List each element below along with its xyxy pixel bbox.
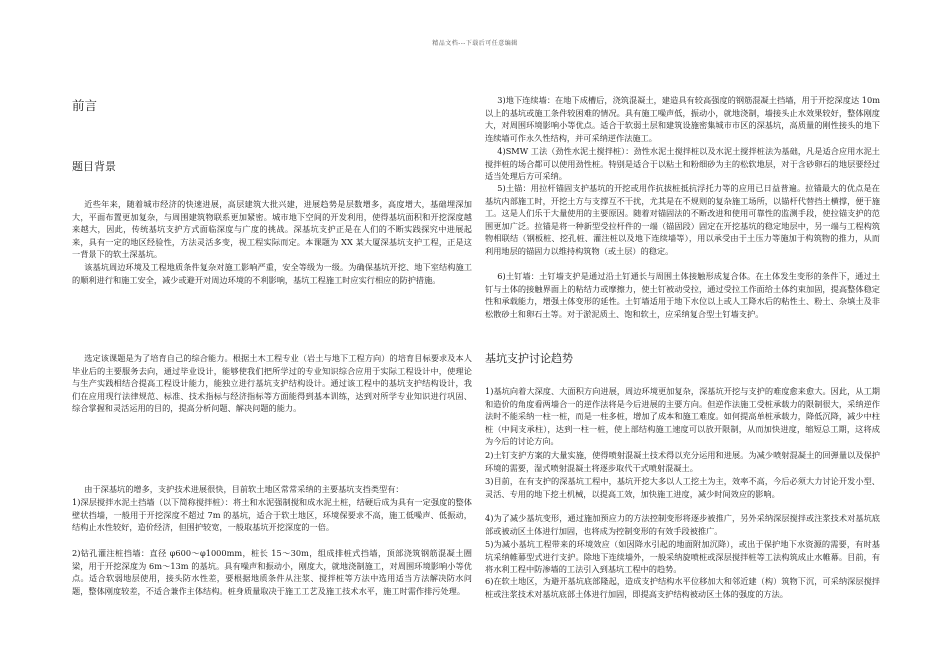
trend-1-paragraph: 1)基坑向着大深度、大面积方向进展，周边环境更加复杂，深基坑开挖与支护的难度愈来愈大。因此，从工期和造价的角度看两墙合一的逆作法将是今后进展的主要方向。但逆作法施工受桩承载力的限制很大，采纳逆作法时不能采纳一柱一桩，而是一柱多桩，增加了成本和施工难度。如何提高单桩承载力，降低沉降，减少中柱桩（中间支承柱），达到一柱一桩，使上部结构施工速度可以放开限制，从而加快进度，缩短总工期，这将成为今后的讨论方向。 bbox=[485, 386, 880, 447]
types-intro-paragraph: 由于深基坑的增多，支护技术进展很快，目前软土地区常常采纳的主要基坑支挡类型有： bbox=[84, 484, 404, 494]
type-6-paragraph: 6)土钉墙：土钉墙支护是通过沿土钉通长与周围土体接触形成复合体。在土体发生变形的条件下，通过土钉与土体的接触界面上的粘结力或摩擦力，使土钉被动受拉，通过受拉工作面给土体约束加固，提高整体稳定性和承载能力，增强土体变形的延性。土钉墙适用于地下水位以上或人工降水后的粘性土、粉土、杂填土及非松散砂土和卵石土等。对于淤泥质土、饱和软土，应采纳复合型土钉墙支护。 bbox=[485, 271, 880, 319]
trends-title: 基坑支护讨论趋势 bbox=[485, 352, 573, 365]
trend-6-paragraph: 6)在软土地区，为避开基坑底部隆起，造成支护结构水平位移加大和邻近建（构）筑物下沉，可采纳深层搅拌桩或注浆技术对基坑底部土体进行加固，即提高支护结构被动区土体的强度的方法。 bbox=[485, 576, 880, 599]
type-2-paragraph: 2)钻孔灌注桩挡墙：直径 φ600～φ1000mm，桩长 15～30m，组成排桩式挡墙，顶部浇筑钢筋混凝土圈梁，用于开挖深度为 6m～13m 的基坑。具有噪声和振动小，刚度大，就地浇制施工，对周围环境影响小等优点。适合软弱地层使用，接头防水性差，要根据地质条件从注浆、搅拌桩等方法中选用适当方法解决防水问题，整体刚度较差，不适合兼作主体结构。桩身质量取决于施工工艺及施工技术水平，施工时需作排污处理。 bbox=[72, 548, 472, 596]
trend-4-paragraph: 4)为了减少基坑变形，通过施加预应力的方法控制变形将逐步被推广，另外采纳深层搅拌或注浆技术对基坑底部或被动区土体进行加固，也将成为控制变形的有效手段被推广。 bbox=[485, 513, 880, 536]
preface-title: 前言 bbox=[72, 98, 98, 113]
trend-5-paragraph: 5)为减小基坑工程带来的环境效应（如因降水引起的地面附加沉降），或出于保护地下水资源的需要，有时基坑采纳帷幕型式进行支护。除地下连续墙外，一般采纳旋喷桩或深层搅拌桩等工法构筑成止水帷幕。目前，有将水利工程中防渗墙的工法引入到基坑工程中的趋势。 bbox=[485, 539, 880, 575]
background-paragraph-1: 近些年来，随着城市经济的快速进展，高层建筑大批兴建，进展趋势是层数增多，高度增大，基础埋深加大，平面布置更加复杂，与周围建筑物联系更加紧密。城市地下空间的开发利用，使得基坑面积和开挖深度越来越大，因此，传统基坑支护方式面临深度与广度的挑战。深基坑支护正是在人们的不断实践探究中进展起来，具有一定的地区经验性，方法灵活多变，视工程实际而定。本课题为 XX 某大厦深基坑支护工程，正是这一背景下的软土深基坑。 bbox=[72, 199, 472, 260]
type-4-paragraph: 4)SMW 工法（劲性水泥土搅拌桩）：劲性水泥土搅拌桩以及水泥土搅拌桩法为基础，凡是适合应用水泥土搅拌桩的场合都可以使用劲性桩。特别是适合于以粘土和粉细砂为主的松软地层，对于含砂卵石的地层要经过适当处理后方可采纳。 bbox=[485, 146, 880, 182]
trend-3-paragraph: 3)目前，在有支护的深基坑工程中，基坑开挖大多以人工挖土为主，效率不高，今后必须大力讨论开发小型、灵活、专用的地下挖土机械，以提高工效，加快施工进度，减少时间效应的影响。 bbox=[485, 476, 880, 499]
header-note: 精品文档---下载后可任意编辑 bbox=[432, 40, 518, 47]
background-title: 题目背景 bbox=[72, 160, 116, 173]
type-1-paragraph: 1)深层搅拌水泥土挡墙（以下简称搅拌桩）：将土和水泥强制搅和成水泥土桩，结硬后成为具有一定强度的整体壁状挡墙，一般用于开挖深度不超过 7m 的基坑，适合于软土地区，环境保要求不高，施工低噪声、低振动，结构止水性较好，造价经济，但围护较宽，一般取基坑开挖深度的一倍。 bbox=[72, 497, 472, 533]
type-5-paragraph: 5)土锚：用拉杆锚固支护基坑的开挖或用作抗拔桩抵抗浮托力等的应用已日益普遍。拉锚最大的优点是在基坑内部施工时，开挖土方与支撑互不干扰，尤其是在不规则的复杂施工场所，以锚杆代替挡土横撑，便于施工。这是人们乐于大量使用的主要原因。随着对锚固法的不断改进和使用可靠性的监测手段，使拉锚支护的范围更加广泛。拉锚是将一种新型受拉杆件的一端（锚固段）固定在开挖基坑的稳定地层中，另一端与工程构筑物相联结（钢板桩、挖孔桩、灌注桩以及地下连续墙等），用以承受由于土压力等施加于构筑物的推力，从而利用地层的锚固力以维持构筑物（或土层）的稳定。 bbox=[485, 183, 880, 256]
purpose-paragraph: 选定该课题是为了培育自己的综合能力。根据土木工程专业（岩土与地下工程方向）的培育目标要求及本人毕业后的主要服务去向，通过毕业设计，能够使我们把所学过的专业知识综合应用于实际工程设计中，使理论与生产实践相结合提高工程设计能力，能独立进行基坑支护结构设计。通过该工程中的基坑支护结构设计，我们在应用现行法律规范、标准、技术指标与经济指标等方面能得到基本训练，达到对所学专业知识进行巩固、综合掌握和灵活运用的目的，提高分析问题、解决问题的能力。 bbox=[72, 353, 472, 414]
trend-2-paragraph: 2)土钉支护方案的大量实施，使得喷射混凝土技术得以充分运用和进展。为减少喷射混凝土的回弹量以及保护环境的需要，湿式喷射混凝土将逐步取代干式喷射混凝土。 bbox=[485, 450, 880, 473]
type-3-paragraph: 3)地下连续墙：在地下成槽后，浇筑混凝土，建造具有较高强度的钢筋混凝土挡墙，用于开挖深度达 10m 以上的基坑或施工条件较困难的情况。具有施工噪声低，振动小，就地浇制，墙接头止水效果较好，整体刚度大，对周围环境影响小等优点。适合于软弱土层和建筑设施密集城市市区的深基坑，高质量的刚性接头的地下连续墙可作永久性结构，并可采纳逆作法施工。 bbox=[485, 95, 880, 143]
background-paragraph-2: 该基坑周边环境及工程地质条件复杂对施工影响严重，安全等级为一级。为确保基坑开挖、地下室结构施工的顺利进行和施工安全，减少或避开对周边环境的不利影响，基坑工程施工时应实行相应的防护措施。 bbox=[72, 262, 472, 285]
